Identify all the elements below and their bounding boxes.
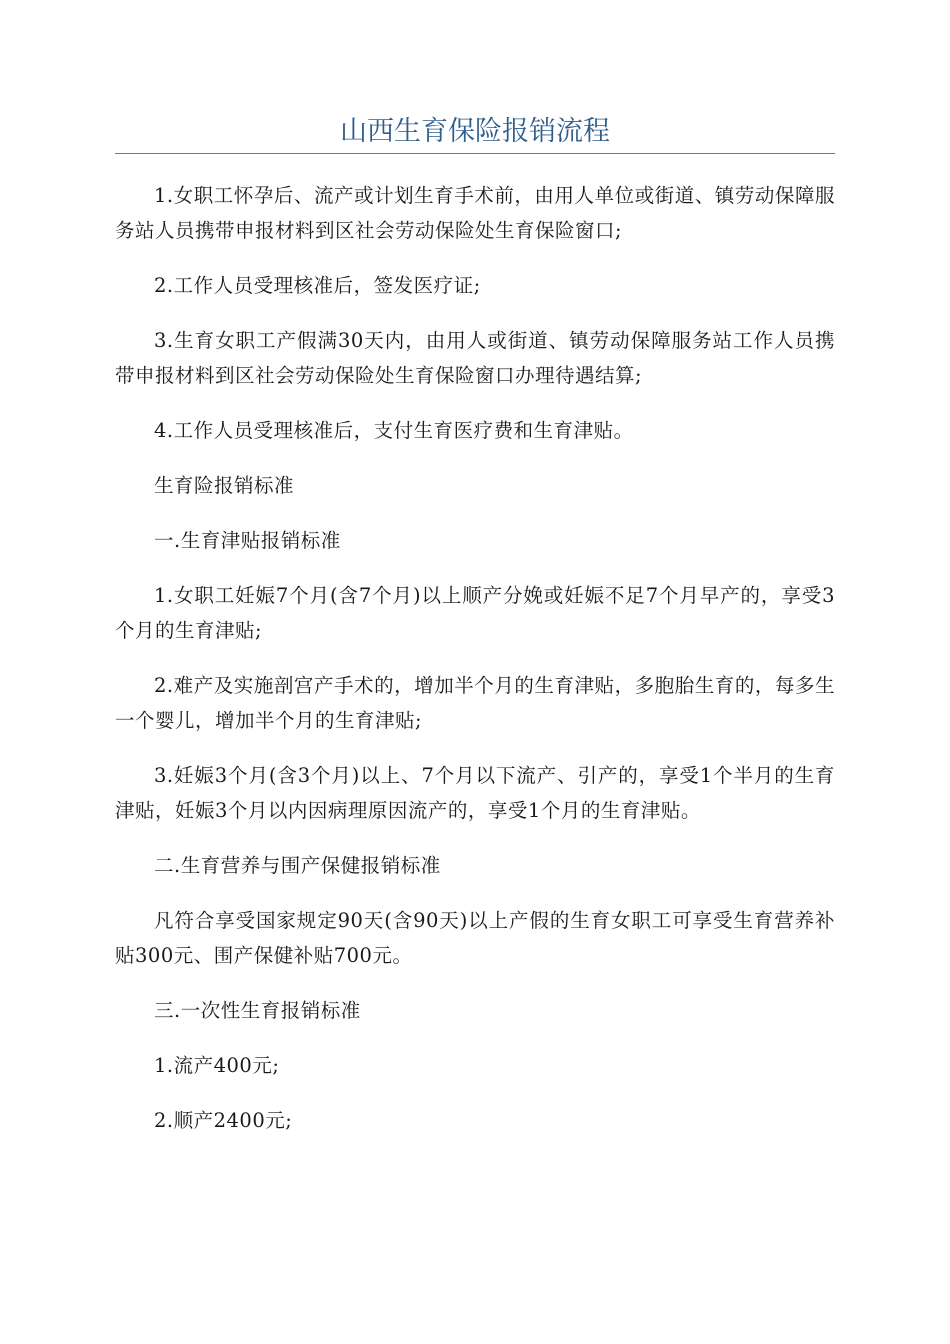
section-heading-standards: 生育险报销标准 (154, 474, 295, 497)
paragraph-allowance-3: 3.妊娠3个月(含3个月)以上、7个月以下流产、引产的，享受1个半月的生育津贴，妊娠3个月以内因病理原因流产的，享受1个月的生育津贴。 (115, 764, 835, 822)
paragraph-lump-sum-1: 1.流产400元; (154, 1054, 280, 1077)
title-underline (115, 153, 835, 154)
paragraph-allowance-2: 2.难产及实施剖宫产手术的，增加半个月的生育津贴，多胞胎生育的，每多生一个婴儿，增加半个月的生育津贴; (115, 674, 835, 732)
paragraph-nutrition: 凡符合享受国家规定90天(含90天)以上产假的生育女职工可享受生育营养补贴300元、围产保健补贴700元。 (115, 909, 835, 967)
paragraph-step-1: 1.女职工怀孕后、流产或计划生育手术前，由用人单位或街道、镇劳动保障服务站人员携带申报材料到区社会劳动保险处生育保险窗口; (115, 184, 835, 242)
paragraph-allowance-1: 1.女职工妊娠7个月(含7个月)以上顺产分娩或妊娠不足7个月早产的，享受3个月的生育津贴; (115, 584, 835, 642)
paragraph-step-2: 2.工作人员受理核准后，签发医疗证; (154, 274, 481, 297)
section-heading-allowance: 一.生育津贴报销标准 (154, 529, 341, 552)
document-body (115, 178, 835, 1158)
section-heading-nutrition: 二.生育营养与围产保健报销标准 (154, 854, 441, 877)
paragraph-step-3: 3.生育女职工产假满30天内，由用人或街道、镇劳动保障服务站工作人员携带申报材料到区社会劳动保险处生育保险窗口办理待遇结算; (115, 329, 835, 387)
document-title: 山西生育保险报销流程 (340, 116, 610, 147)
paragraph-lump-sum-2: 2.顺产2400元; (154, 1109, 293, 1132)
section-heading-lump-sum: 三.一次性生育报销标准 (154, 999, 361, 1022)
paragraph-step-4: 4.工作人员受理核准后，支付生育医疗费和生育津贴。 (154, 419, 634, 442)
